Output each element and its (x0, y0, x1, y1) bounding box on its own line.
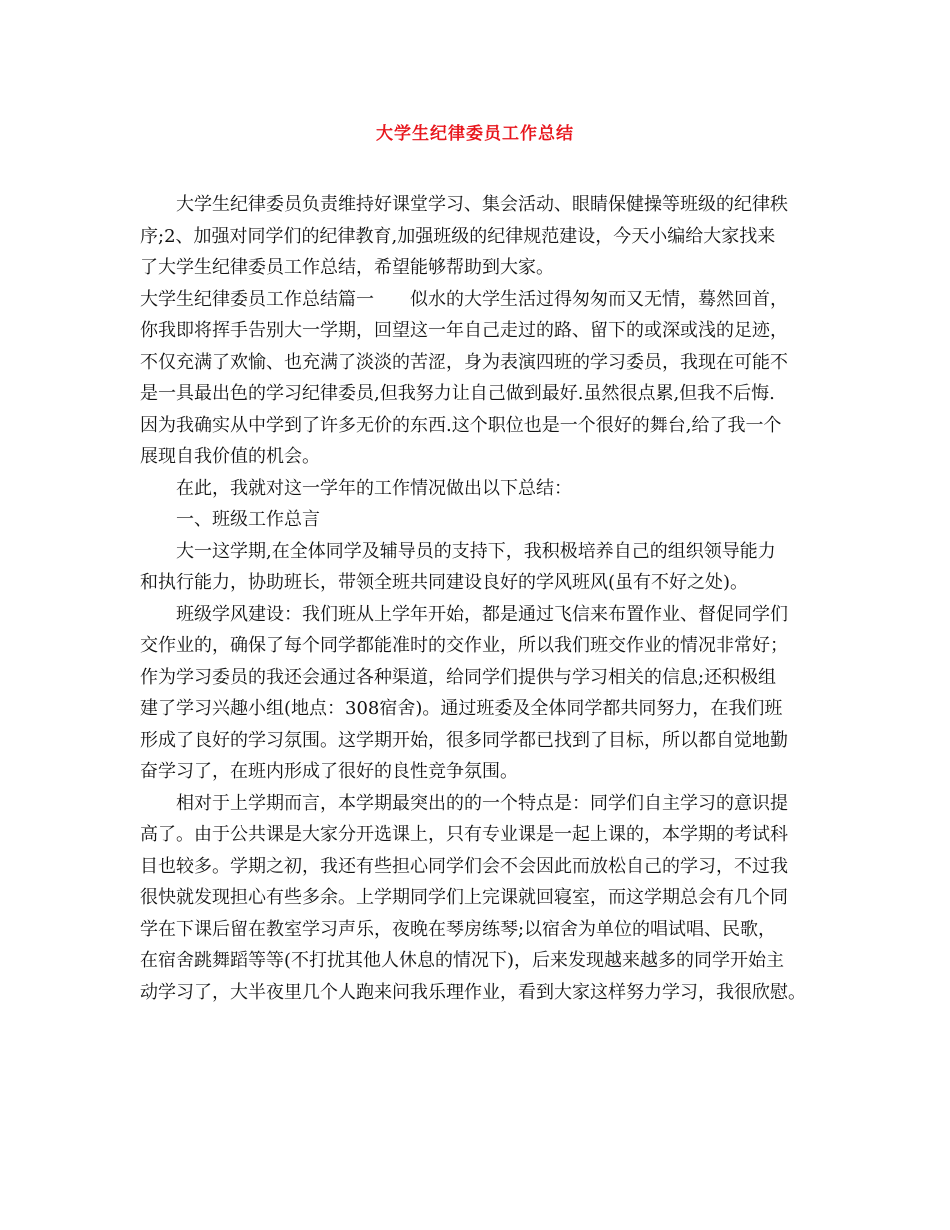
text-line: 班级学风建设：我们班从上学年开始，都是通过飞信来布置作业、督促同学们 (176, 603, 788, 625)
text-line: 展现自我价值的机会。 (140, 446, 320, 467)
text-line: 了大学生纪律委员工作总结，希望能够帮助到大家。 (140, 257, 554, 278)
text-line: 因为我确实从中学到了许多无价的东西.这个职位也是一个很好的舞台,给了我一个 (140, 414, 782, 436)
text-line: 在此，我就对这一学年的工作情况做出以下总结： (176, 477, 572, 499)
text-line: 动学习了，大半夜里几个人跑来问我乐理作业，看到大家这样努力学习，我很欣慰。 (140, 981, 806, 1003)
text-line: 很快就发现担心有些多余。上学期同学们上完课就回寝室，而这学期总会有几个同 (140, 887, 788, 908)
text-line: 和执行能力，协助班长，带领全班共同建设良好的学风班风(虽有不好之处)。 (140, 572, 749, 593)
text-line: 大一这学期,在全体同学及辅导员的支持下，我积极培养自己的组织领导能力 (176, 540, 776, 562)
text-line: 序;2、加强对同学们的纪律教育,加强班级的纪律规范建设，今天小编给大家找来 (140, 225, 776, 247)
text-line: 作为学习委员的我还会通过各种渠道，给同学们提供与学习相关的信息;还积极组 (140, 666, 777, 688)
text-line: 不仅充满了欢愉、也充满了淡淡的苦涩，身为表演四班的学习委员，我现在可能不 (140, 351, 788, 373)
text-line: 交作业的，确保了每个同学都能准时的交作业，所以我们班交作业的情况非常好； (140, 635, 788, 656)
text-line: 奋学习了，在班内形成了很好的良性竞争氛围。 (140, 761, 518, 782)
document-title: 大学生纪律委员工作总结 (376, 124, 574, 144)
text-line: 建了学习兴趣小组(地点：308宿舍)。通过班委及全体同学都共同努力，在我们班 (140, 698, 783, 719)
text-line: 目也较多。学期之初，我还有些担心同学们会不会因此而放松自己的学习，不过我 (140, 855, 788, 877)
text-line: 大学生纪律委员负责维持好课堂学习、集会活动、眼睛保健操等班级的纪律秩 (176, 194, 788, 215)
text-line: 形成了良好的学习氛围。这学期开始，很多同学都已找到了目标，所以都自觉地勤 (140, 729, 788, 751)
text-line: 在宿舍跳舞蹈等等(不打扰其他人休息的情况下)，后来发现越来越多的同学开始主 (140, 950, 785, 971)
section-heading-line: 大学生纪律委员工作总结篇一 似水的大学生活过得匆匆而又无情，蓦然回首， (140, 288, 788, 310)
text-line: 高了。由于公共课是大家分开选课上，只有专业课是一起上课的，本学期的考试科 (140, 824, 788, 845)
text-line: 是一具最出色的学习纪律委员,但我努力让自己做到最好.虽然很点累,但我不后悔. (140, 383, 775, 404)
text-line: 相对于上学期而言，本学期最突出的的一个特点是：同学们自主学习的意识提 (176, 792, 788, 814)
text-line: 学在下课后留在教室学习声乐，夜晚在琴房练琴;以宿舍为单位的唱试唱、民歌， (140, 918, 777, 940)
text-line: 你我即将挥手告别大一学期，回望这一年自己走过的路、留下的或深或浅的足迹， (140, 320, 788, 341)
subheading-line: 一、班级工作总言 (176, 509, 320, 530)
document-body (140, 189, 830, 1008)
